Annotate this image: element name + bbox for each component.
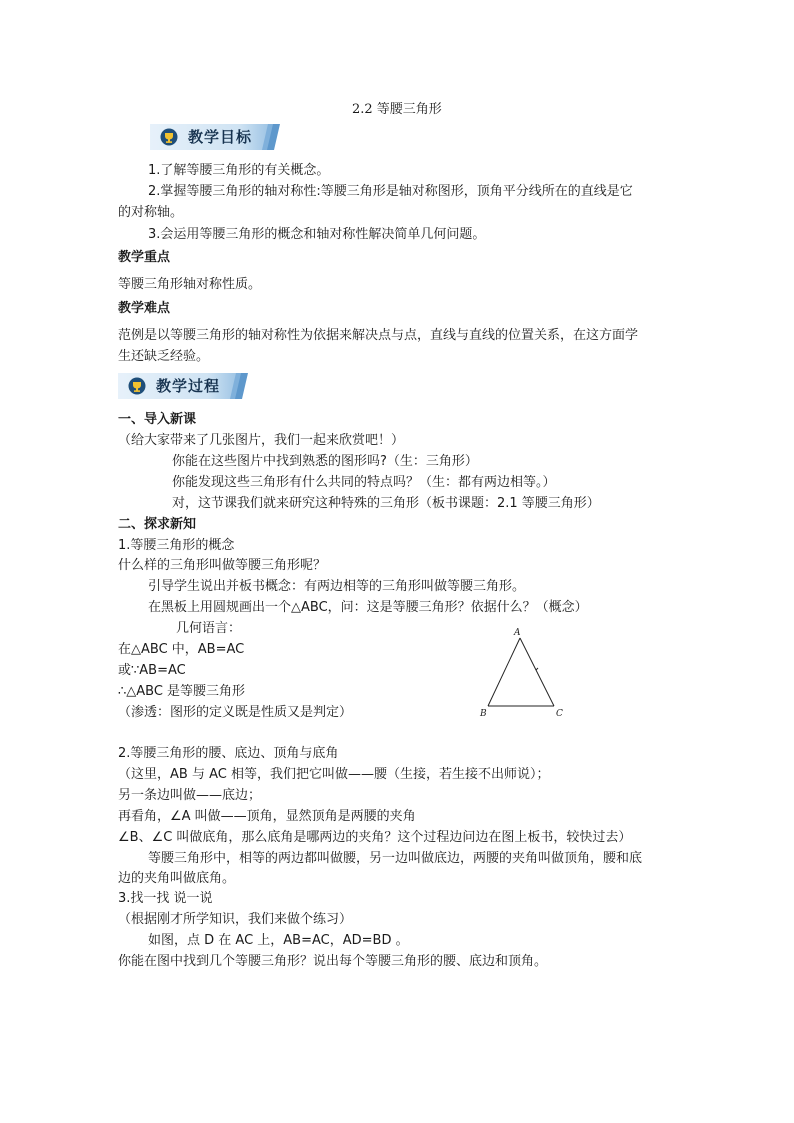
concept-line-5: 几何语言： [176,621,242,636]
part1-line-4: 对，这节课我们就来研究这种特殊的三角形（板书课题：2.1 等腰三角形） [172,496,600,511]
goal-1: 1.了解等腰三角形的有关概念。 [148,163,330,178]
banner-label: 教学过程 [156,377,221,395]
part1-line-2: 你能在这些图片中找到熟悉的图形吗?（生：三角形） [172,454,478,469]
difficulty-text-2: 生还缺乏经验。 [118,349,210,364]
vertex-c-label: C [556,709,563,719]
practice-line-2: （根据刚才所学知识，我们来做个练习） [118,912,353,927]
parts-line-6: 等腰三角形中，相等的两边都叫做腰，另一边叫做底边，两腰的夹角叫做顶角，腰和底 [148,851,643,866]
banner-label: 教学目标 [188,128,253,146]
part1-line-3: 你能发现这些三角形有什么共同的特点吗？（生：都有两边相等。） [172,475,556,490]
part1-heading: 一、导入新课 [118,412,197,427]
concept-line-9: （渗透：图形的定义既是性质又是判定） [118,705,353,720]
section-banner-process [118,373,248,399]
parts-line-4: 再看角，∠A 叫做——顶角，显然顶角是两腰的夹角 [118,809,416,824]
concept-line-2: 什么样的三角形叫做等腰三角形呢？ [118,558,327,573]
concept-line-1: 1.等腰三角形的概念 [118,538,235,553]
key-point-text: 等腰三角形轴对称性质。 [118,277,262,292]
parts-line-5: ∠B、∠C 叫做底角，那么底角是哪两边的夹角？这个过程边问边在图上板书，较快过去） [118,830,632,845]
page-title: 2.2 等腰三角形 [352,102,442,117]
concept-line-8: ∴△ABC 是等腰三角形 [118,684,246,699]
parts-line-1: 2.等腰三角形的腰、底边、顶角与底角 [118,746,339,761]
isosceles-triangle-figure [476,624,576,720]
goal-3: 3.会运用等腰三角形的概念和轴对称性解决简单几何问题。 [148,227,486,242]
parts-line-7: 边的夹角叫做底角。 [118,871,236,886]
part1-line-1: （给大家带来了几张图片，我们一起来欣赏吧！） [118,433,405,448]
concept-line-3: 引导学生说出并板书概念：有两边相等的三角形叫做等腰三角形。 [148,579,526,594]
concept-line-7: 或∵AB=AC [118,663,186,678]
trophy-icon [128,377,146,395]
difficulty-heading: 教学难点 [118,301,171,316]
concept-line-4: 在黑板上用圆规画出一个△ABC，问：这是等腰三角形？依据什么？（概念） [148,600,588,615]
trophy-icon [160,128,178,146]
difficulty-text-1: 范例是以等腰三角形的轴对称性为依据来解决点与点，直线与直线的位置关系，在这方面学 [118,328,639,343]
key-point-heading: 教学重点 [118,250,171,265]
vertex-a-label: A [514,628,521,638]
practice-line-4: 你能在图中找到几个等腰三角形？说出每个等腰三角形的腰、底边和顶角。 [118,954,548,969]
part2-heading: 二、探求新知 [118,517,197,532]
section-banner-objectives [150,124,280,150]
goal-2: 2.掌握等腰三角形的轴对称性:等腰三角形是轴对称图形，顶角平分线所在的直线是它 [148,184,633,199]
parts-line-3: 另一条边叫做——底边； [118,788,262,803]
parts-line-2: （这里，AB 与 AC 相等，我们把它叫做——腰（生接，若生接不出师说）； [118,767,550,782]
practice-line-1: 3.找一找 说一说 [118,891,213,906]
goal-2-cont: 的对称轴。 [118,205,184,220]
vertex-b-label: B [480,709,487,719]
concept-line-6: 在△ABC 中，AB=AC [118,642,245,657]
practice-line-3: 如图，点 D 在 AC 上，AB=AC，AD=BD 。 [148,933,409,948]
